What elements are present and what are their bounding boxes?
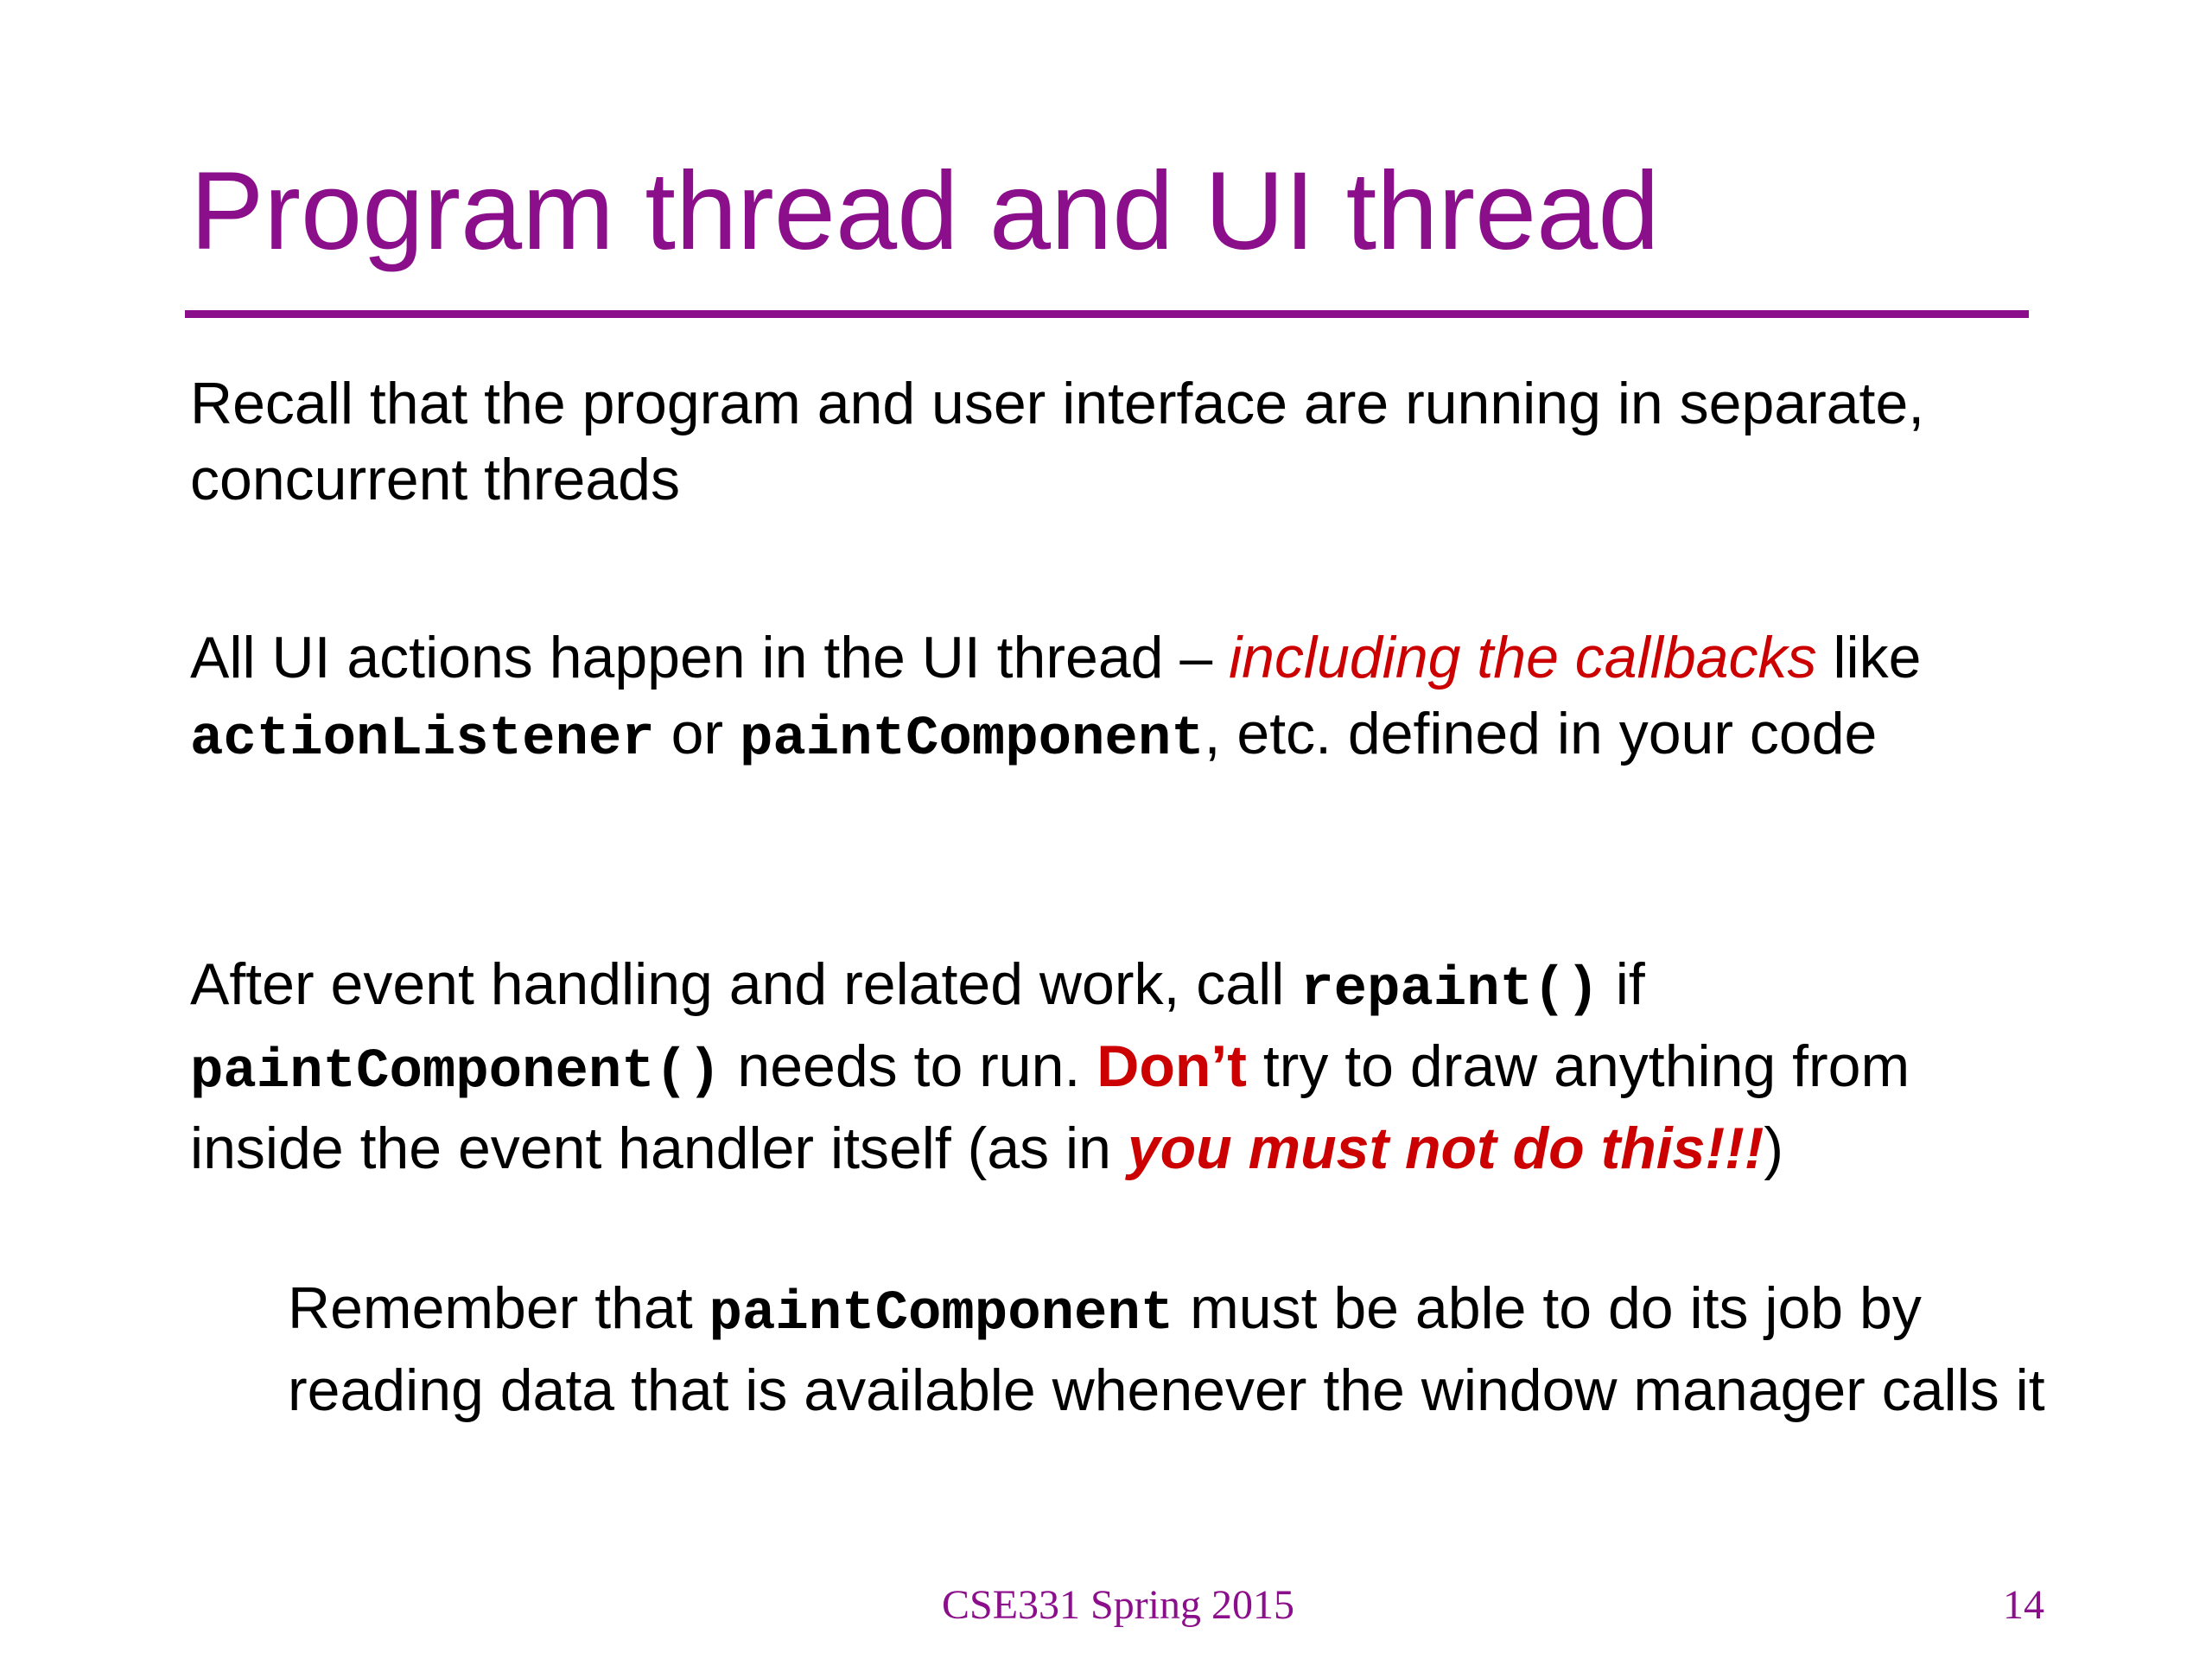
- code-repaint: repaint(): [1300, 959, 1599, 1021]
- ui-actions-text-4: , etc. defined in your code: [1204, 701, 1878, 766]
- ui-actions-text-1: All UI actions happen in the UI thread –: [190, 625, 1230, 690]
- repaint-text-2: if: [1599, 951, 1645, 1017]
- title-divider: [185, 310, 2029, 318]
- paragraph-remember: [288, 1270, 2085, 1428]
- ui-actions-text-3: or: [654, 701, 740, 766]
- remember-text-1: Remember that: [288, 1275, 709, 1341]
- paragraph-repaint: [190, 946, 2056, 1186]
- paragraph-ui-actions: [190, 620, 2056, 778]
- code-paint-component-remember: paintComponent: [709, 1283, 1174, 1345]
- dont-emphasis: Don’t: [1096, 1033, 1247, 1099]
- repaint-text-3: needs to run.: [721, 1033, 1097, 1099]
- callbacks-emphasis: including the callbacks: [1229, 625, 1817, 690]
- slide-title: Program thread and UI thread: [190, 149, 1660, 273]
- paragraph-recall: [190, 365, 2056, 518]
- code-action-listener: actionListener: [190, 709, 655, 771]
- code-paint-component: paintComponent: [739, 709, 1205, 771]
- remember-text-2: must be able to do its job by reading data that is available whenever the window manager calls it: [288, 1275, 2045, 1423]
- footer-course: CSE331 Spring 2015: [942, 1582, 1295, 1628]
- repaint-text-1: After event handling and related work, call: [190, 951, 1301, 1017]
- code-paint-component-call: paintComponent(): [190, 1041, 721, 1103]
- paragraph-recall-text: Recall that the program and user interface are running in separate, concurrent threads: [190, 371, 1925, 512]
- ui-actions-text-2: like: [1816, 625, 1922, 690]
- repaint-text-4: try to draw anything from inside the event handler itself (as in: [190, 1033, 1910, 1181]
- footer-page-number: 14: [2003, 1582, 2044, 1628]
- must-not-emphasis: you must not do this!!!: [1127, 1116, 1764, 1181]
- repaint-text-5: ): [1764, 1116, 1784, 1181]
